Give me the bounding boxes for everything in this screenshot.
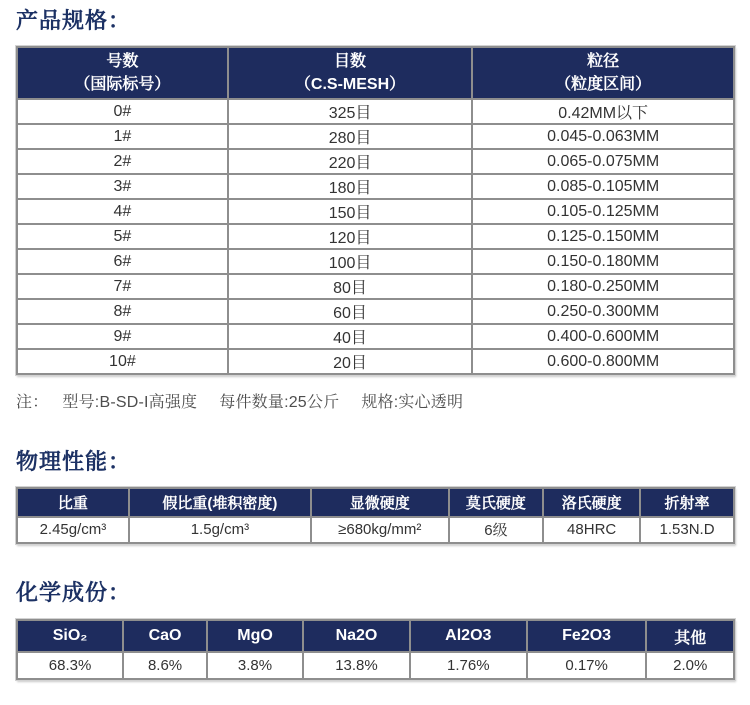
physical-properties-table	[16, 487, 735, 544]
table-cell: 80目	[228, 274, 472, 299]
table-cell: 0.150-0.180MM	[472, 249, 734, 274]
table-cell: 0.250-0.300MM	[472, 299, 734, 324]
table-cell: 0.085-0.105MM	[472, 174, 734, 199]
table-row	[17, 349, 734, 374]
table-row	[17, 124, 734, 149]
column-header-line: 目数	[334, 53, 367, 71]
note-item-model: 型号:B-SD-I高强度	[62, 394, 198, 412]
table-cell: 220目	[228, 149, 472, 174]
table-row	[17, 324, 734, 349]
table-row	[17, 174, 734, 199]
table-row	[17, 149, 734, 174]
product-spec-table	[16, 46, 735, 375]
table-cell: 0#	[17, 99, 228, 124]
table-cell: 9#	[17, 324, 228, 349]
column-header-grade	[17, 47, 228, 99]
table-cell: 1.76%	[410, 652, 527, 679]
table-cell: 280目	[228, 124, 472, 149]
column-header: MgO	[207, 620, 303, 652]
table-row	[17, 249, 734, 274]
table-cell: 48HRC	[543, 517, 640, 543]
physical-table-head	[17, 488, 734, 517]
table-cell: 10#	[17, 349, 228, 374]
table-cell: 0.125-0.150MM	[472, 224, 734, 249]
column-header: 其他	[646, 620, 734, 652]
column-header-particle-size	[472, 47, 734, 99]
section-title-physical-properties: 物理性能：	[16, 449, 132, 475]
column-header: SiO₂	[17, 620, 123, 652]
column-header: Na2O	[303, 620, 410, 652]
table-cell: 325目	[228, 99, 472, 124]
table-cell: 8.6%	[123, 652, 207, 679]
column-header: 显微硬度	[311, 488, 449, 517]
chemical-values-row	[17, 652, 734, 679]
spec-table-body	[17, 99, 734, 374]
table-cell: 2#	[17, 149, 228, 174]
column-header: CaO	[123, 620, 207, 652]
table-cell: 150目	[228, 199, 472, 224]
table-cell: 0.17%	[527, 652, 647, 679]
column-header: Al2O3	[410, 620, 527, 652]
table-cell: 0.065-0.075MM	[472, 149, 734, 174]
table-cell: 13.8%	[303, 652, 410, 679]
table-cell: 1.5g/cm³	[129, 517, 311, 543]
column-header-line: （粒度区间）	[555, 76, 652, 94]
note-prefix: 注：	[16, 394, 49, 412]
table-cell: 0.180-0.250MM	[472, 274, 734, 299]
physical-table-body	[17, 517, 734, 543]
physical-header-row	[17, 488, 734, 517]
chemical-table-body	[17, 652, 734, 679]
table-row	[17, 299, 734, 324]
table-cell: 6级	[449, 517, 544, 543]
table-row	[17, 199, 734, 224]
chemical-table-head	[17, 620, 734, 652]
table-cell: 60目	[228, 299, 472, 324]
note-item-quantity: 每件数量:25公斤	[219, 394, 340, 412]
column-header: 折射率	[640, 488, 734, 517]
column-header-line: （C.S-MESH）	[294, 76, 406, 94]
table-cell: 0.045-0.063MM	[472, 124, 734, 149]
table-cell: 40目	[228, 324, 472, 349]
table-cell: 1.53N.D	[640, 517, 734, 543]
column-header-mesh	[228, 47, 472, 99]
spec-table-head	[17, 47, 734, 99]
column-header-line: 号数	[106, 53, 139, 71]
table-cell: 0.400-0.600MM	[472, 324, 734, 349]
spec-note	[16, 389, 735, 412]
column-header: 洛氏硬度	[543, 488, 640, 517]
physical-values-row	[17, 517, 734, 543]
chemical-header-row	[17, 620, 734, 652]
table-cell: 5#	[17, 224, 228, 249]
table-cell: 6#	[17, 249, 228, 274]
column-header: 莫氏硬度	[449, 488, 544, 517]
table-cell: 8#	[17, 299, 228, 324]
table-cell: 3#	[17, 174, 228, 199]
section-title-product-spec: 产品规格：	[16, 8, 132, 33]
chemical-composition-table	[16, 619, 735, 680]
column-header-line: 粒径	[587, 53, 620, 71]
table-cell: 120目	[228, 224, 472, 249]
column-header: 假比重(堆积密度)	[129, 488, 311, 517]
table-cell: 2.45g/cm³	[17, 517, 129, 543]
table-cell: 4#	[17, 199, 228, 224]
table-cell: 0.600-0.800MM	[472, 349, 734, 374]
table-cell: 3.8%	[207, 652, 303, 679]
table-cell: 20目	[228, 349, 472, 374]
spec-header-row	[17, 47, 734, 99]
table-row	[17, 274, 734, 299]
column-header: Fe2O3	[527, 620, 647, 652]
table-cell: 68.3%	[17, 652, 123, 679]
table-cell: 180目	[228, 174, 472, 199]
table-cell: 2.0%	[646, 652, 734, 679]
note-item-spec: 规格:实心透明	[361, 394, 464, 412]
table-cell: 0.42MM以下	[472, 99, 734, 124]
table-cell: 7#	[17, 274, 228, 299]
table-row	[17, 224, 734, 249]
section-title-chemical-composition: 化学成份：	[16, 579, 132, 605]
column-header-line: （国际标号）	[74, 76, 171, 94]
table-cell: 0.105-0.125MM	[472, 199, 734, 224]
column-header: 比重	[17, 488, 129, 517]
table-cell: 1#	[17, 124, 228, 149]
table-row	[17, 99, 734, 124]
table-cell: ≥680kg/mm²	[311, 517, 449, 543]
table-cell: 100目	[228, 249, 472, 274]
